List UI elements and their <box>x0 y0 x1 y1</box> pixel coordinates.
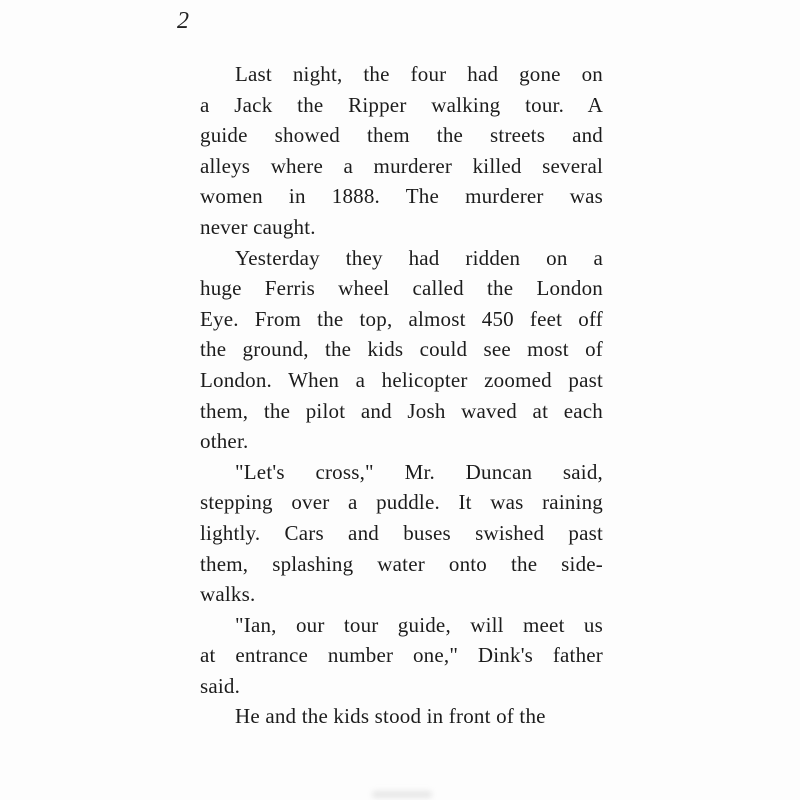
text-line: the ground, the kids could see most of <box>200 337 603 362</box>
text-line: walks. <box>200 582 256 607</box>
text-line: He and the kids stood in front of the <box>235 704 546 729</box>
text-line: Eye. From the top, almost 450 feet off <box>200 306 603 331</box>
text-line: London. When a helicopter zoomed past <box>200 367 603 392</box>
text-line: a Jack the Ripper walking tour. A <box>200 92 603 117</box>
text-line: Yesterday they had ridden on a <box>235 245 603 270</box>
text-line: lightly. Cars and buses swished past <box>200 520 603 545</box>
page-number: 2 <box>177 8 189 34</box>
text-line: huge Ferris wheel called the London <box>200 276 603 301</box>
body-text <box>200 59 603 732</box>
text-line: them, splashing water onto the side- <box>200 551 603 576</box>
page-bottom-shadow <box>372 791 432 798</box>
text-line: "Let's cross," Mr. Duncan said, <box>235 459 603 484</box>
text-line: other. <box>200 429 249 454</box>
text-line: at entrance number one," Dink's father <box>200 643 603 668</box>
text-line: said. <box>200 673 241 698</box>
text-line: never caught. <box>200 214 316 239</box>
text-line: stepping over a puddle. It was raining <box>200 490 603 515</box>
text-line: "Ian, our tour guide, will meet us <box>235 612 603 637</box>
text-line: alleys where a murderer killed several <box>200 153 603 178</box>
text-line: guide showed them the streets and <box>200 123 603 148</box>
text-line: Last night, the four had gone on <box>235 62 603 86</box>
text-line: women in 1888. The murderer was <box>200 184 603 209</box>
text-line: them, the pilot and Josh waved at each <box>200 398 603 423</box>
